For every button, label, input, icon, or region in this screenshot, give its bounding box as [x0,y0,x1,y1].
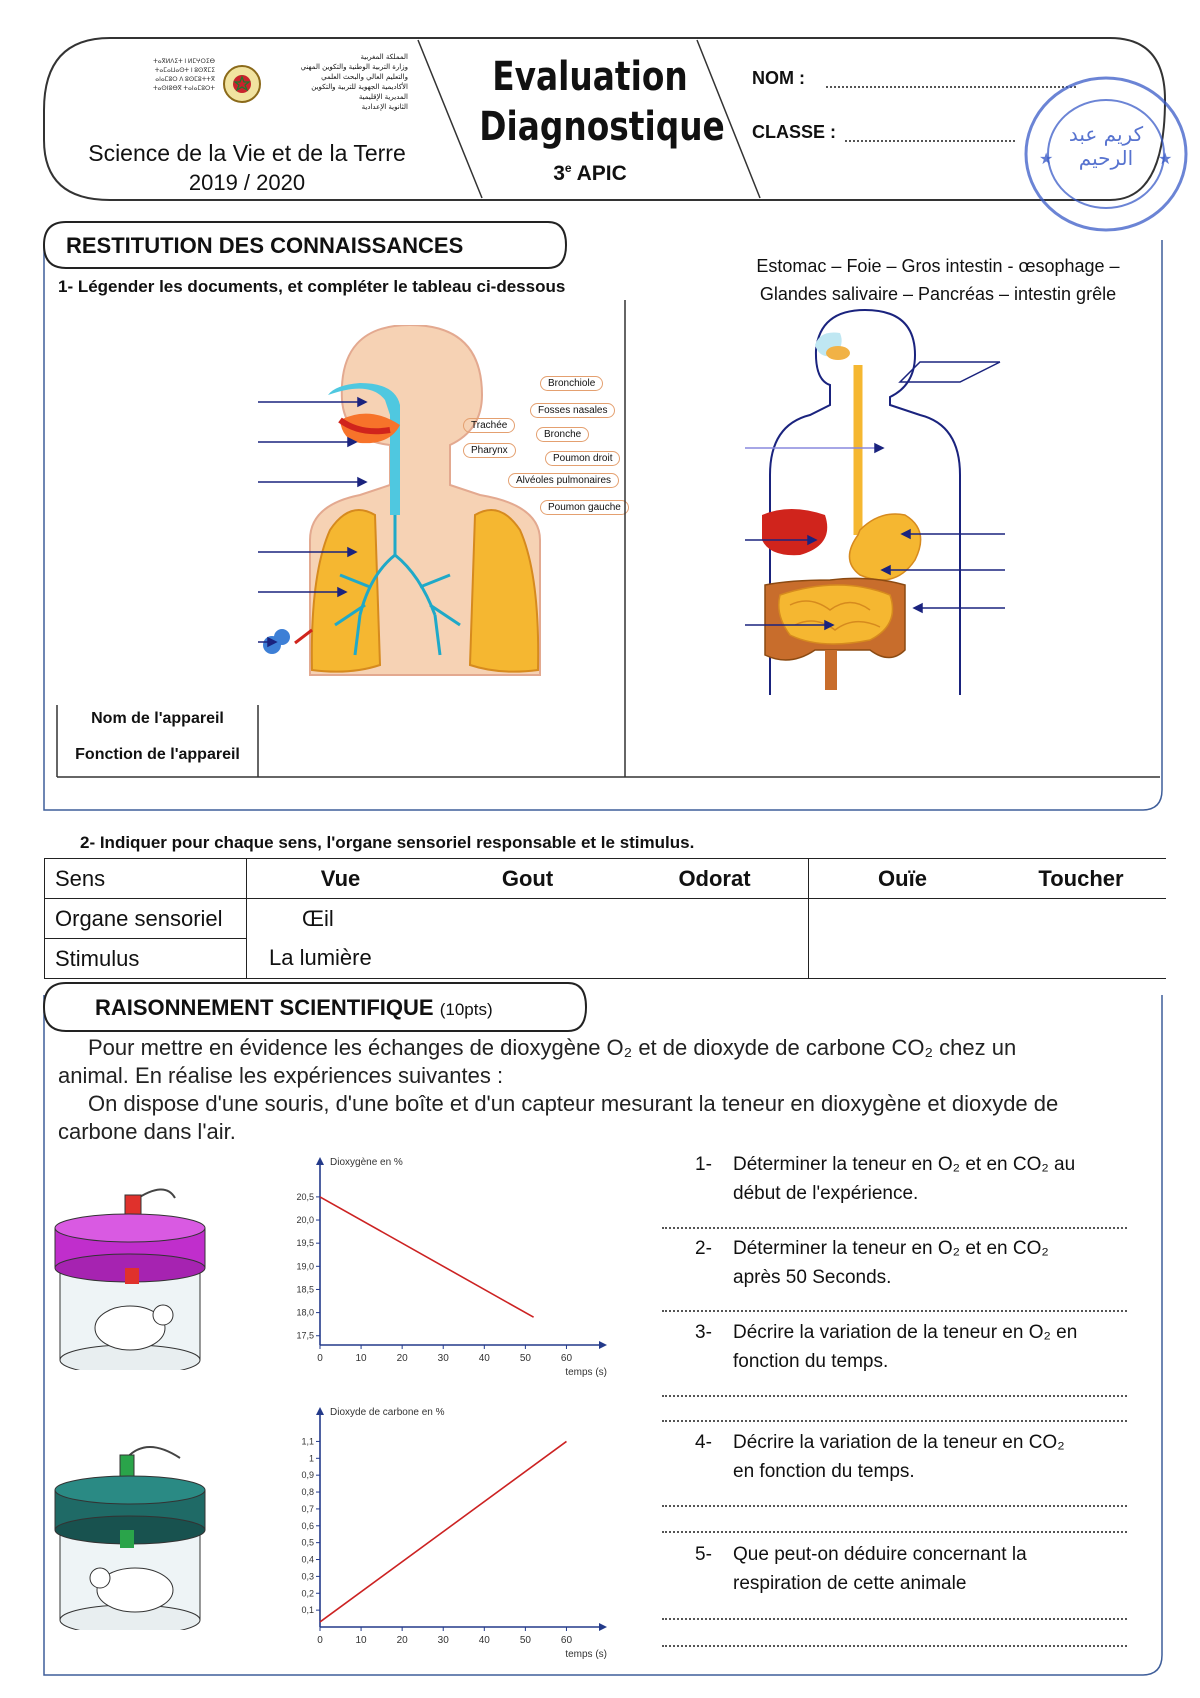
organe-odorat[interactable] [621,899,809,939]
y-tick-label: 0,9 [301,1470,314,1481]
question-item-5: 5- Que peut-on déduire concernant la respiration de cette animale [695,1544,1027,1594]
y-tick-label: 20,0 [296,1215,314,1226]
y-tick-label: 17,5 [296,1330,314,1341]
x-axis-label: temps (s) [565,1649,607,1660]
label-poumon-gauche: Poumon gauche [540,500,629,515]
y-tick-label: 18,0 [296,1307,314,1318]
ministry-text-left: ⵜⴰⴳⵍⴷⵉⵜ ⵏ ⵍⵎⵖⵔⵉⴱ ⵜⴰⵎⴰⵡⴰⵙⵜ ⵏ ⵓⵙⴳⵎⵉ ⴰⵏⴰⵎⵓⵔ ⴷ ⵓⵙⵎⵓⵜⵜⴳ ⵜⴰⵙⵏⵓⴱⴳ ⵜⴰⵏⴰⵎⵓⵔⵜ [152,59,215,92]
appareil-table-lines [0,0,1200,800]
question-item-1: 1- Déterminer la teneur en O₂ et en CO₂ au début de l'expérience. [695,1154,1076,1204]
y-axis-label: Dioxyde de carbone en % [330,1407,445,1418]
jar-o2-icon [45,1180,215,1370]
nom-label: NOM : [752,68,805,88]
row-label-nom-appareil: Nom de l'appareil [91,710,224,727]
y-tick-label: 0,3 [301,1571,314,1582]
ministry-text-right: المملكة المغربية وزارة التربية الوطنية والتكوين المهني والتعليم العالي والبحث العلمي الأكاديمية الجهوية للتربية والتكوين المديرية الإقليمية الثانوية الإعدادية [300,53,408,111]
senses-table [44,858,1166,979]
x-tick-label: 50 [519,1353,531,1364]
y-tick-label: 0,2 [301,1588,314,1599]
senses-row-organe-label: Organe sensoriel [45,899,247,939]
y-axis-label: Dioxygène en % [330,1157,403,1168]
svg-text:★: ★ [1039,151,1054,168]
organe-toucher[interactable] [996,899,1166,939]
answer-line-3b[interactable] [662,1420,1127,1422]
y-tick-label: 0,8 [301,1487,314,1498]
label-bronche: Bronche [536,427,589,442]
senses-header-toucher: Toucher [996,859,1166,899]
x-tick-label: 50 [519,1635,531,1646]
row-label-fonction-appareil: Fonction de l'appareil [75,746,240,763]
x-tick-label: 20 [396,1635,408,1646]
organe-gout[interactable] [434,899,621,939]
x-tick-label: 20 [396,1353,408,1364]
y-tick-label: 1 [308,1453,314,1464]
senses-header-ouie: Ouïe [809,859,997,899]
question-item-3: 3- Décrire la variation de la teneur en O₂ en fonction du temps. [695,1322,1078,1372]
y-tick-label: 0,5 [301,1537,314,1548]
x-tick-label: 60 [560,1635,573,1646]
x-tick-label: 0 [317,1635,323,1646]
senses-row-stimulus-label: Stimulus [45,939,247,979]
x-tick-label: 30 [437,1353,449,1364]
y-tick-label: 0,4 [301,1554,314,1565]
organe-ouie[interactable] [809,899,997,939]
senses-header-sens: Sens [45,859,247,899]
x-tick-label: 10 [355,1635,367,1646]
level-label: 3e APIC [553,161,627,185]
x-tick-label: 40 [478,1635,490,1646]
classe-label: CLASSE : [752,122,837,142]
y-tick-label: 1,1 [301,1436,314,1447]
x-axis-arrow-icon [599,1341,607,1349]
x-tick-label: 40 [478,1353,490,1364]
question-item-2: 2- Déterminer la teneur en O₂ et en CO₂ après 50 Seconds. [695,1238,1049,1288]
y-tick-label: 18,5 [296,1284,314,1295]
jar-co2-icon [45,1440,215,1630]
label-trachee: Trachée [463,418,515,433]
label-fosses-nasales: Fosses nasales [530,403,615,418]
x-tick-label: 0 [317,1353,323,1364]
answer-line-3a[interactable] [662,1395,1127,1397]
x-tick-label: 10 [355,1353,367,1364]
label-pharynx: Pharynx [463,443,516,458]
stamp-name: كريم عبد الرحيم [1068,122,1144,170]
answer-line-5a[interactable] [662,1618,1127,1620]
answer-line-4a[interactable] [662,1505,1127,1507]
y-axis-arrow-icon [316,1157,324,1165]
answer-cell-appareil-1[interactable] [262,705,622,775]
exam-title: Evaluation Diagnostique [479,54,725,150]
subject-name: Science de la Vie et de la Terre [88,140,406,166]
answer-line-4b[interactable] [662,1531,1127,1533]
senses-header-odorat: Odorat [621,859,809,899]
stimulus-gout[interactable] [434,939,621,979]
answer-line-5b[interactable] [662,1645,1127,1647]
svg-text:★: ★ [1158,151,1173,168]
x-axis-arrow-icon [599,1623,607,1631]
senses-header-gout: Gout [434,859,621,899]
school-year: 2019 / 2020 [188,170,306,195]
y-tick-label: 0,1 [301,1605,314,1616]
chart-oxygen [275,1155,625,1395]
y-tick-label: 19,0 [296,1261,314,1272]
stimulus-odorat[interactable] [621,939,809,979]
label-alveoles: Alvéoles pulmonaires [508,473,619,488]
question-2: 2- Indiquer pour chaque sens, l'organe sensoriel responsable et le stimulus. [80,833,695,852]
question-item-4: 4- Décrire la variation de la teneur en CO₂ en fonction du temps. [695,1432,1065,1482]
organe-vue: Œil [302,905,334,931]
label-bronchiole: Bronchiole [540,376,603,391]
label-poumon-droit: Poumon droit [545,451,620,466]
word-bank: Estomac – Foie – Gros intestin - œsophage – Glandes salivaire – Pancréas – intestin grêle [756,256,1120,304]
series-line [320,1441,566,1622]
chart-co2 [275,1405,625,1675]
intro-paragraph: Pour mettre en évidence les échanges de dioxygène O₂ et de dioxyde de carbone CO₂ chez un animal. En réalise les expériences suivantes : On dispose d'une souris, d'une boîte et d'un capteur mesurant la teneur en dioxygène et dioxyde de carbone dans l'air. [58,1035,1059,1144]
y-tick-label: 19,5 [296,1238,314,1249]
y-tick-label: 0,7 [301,1503,314,1514]
section3-title: RAISONNEMENT SCIENTIFIQUE (10pts) [95,995,493,1020]
y-axis-arrow-icon [316,1407,324,1415]
x-tick-label: 60 [560,1353,573,1364]
stimulus-toucher[interactable] [996,939,1166,979]
senses-header-vue: Vue [247,859,435,899]
series-line [320,1197,534,1317]
answer-line-1[interactable] [662,1227,1127,1229]
answer-cell-appareil-2[interactable] [628,705,1158,775]
question-1: 1- Légender les documents, et compléter le tableau ci-dessous [58,277,566,296]
x-tick-label: 30 [437,1635,449,1646]
answer-line-2[interactable] [662,1310,1127,1312]
x-axis-label: temps (s) [565,1367,607,1378]
y-tick-label: 0,6 [301,1520,314,1531]
stimulus-ouie[interactable] [809,939,997,979]
section1-title: RESTITUTION DES CONNAISSANCES [66,233,464,258]
stimulus-vue: La lumière [247,939,435,979]
y-tick-label: 20,5 [296,1191,314,1202]
